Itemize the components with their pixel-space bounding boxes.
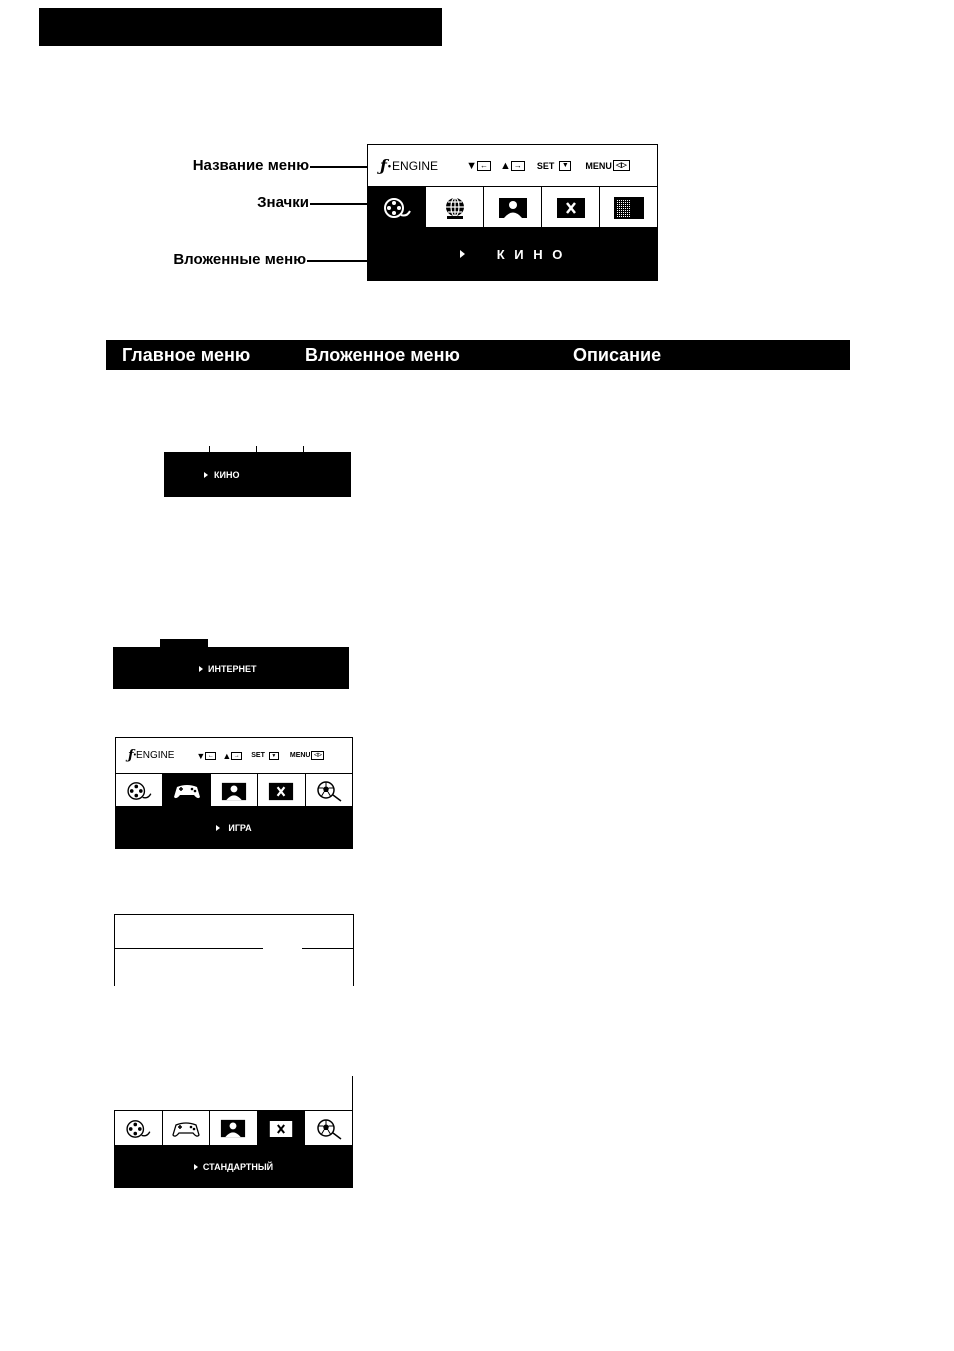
close-box-icon <box>556 197 586 219</box>
icon-cell-sport[interactable] <box>306 774 352 808</box>
osd-engine-label: ENGINE <box>392 158 439 173</box>
engine-dot-icon: • <box>387 160 392 171</box>
play-triangle-icon <box>194 1164 198 1170</box>
row-3-submenu-text: ИГРА <box>228 822 252 833</box>
osd-submenu-bar <box>115 806 353 849</box>
osd-game <box>115 737 353 849</box>
icon-cell-picture[interactable] <box>211 774 258 808</box>
osd-submenu-text: К И Н О <box>496 246 566 262</box>
osd-menu-label: MENU <box>289 752 311 759</box>
osd-set-label: SET <box>536 160 555 171</box>
picture-icon <box>221 782 247 801</box>
close-box-icon <box>269 1120 293 1138</box>
down-left-icon: ▼ ← <box>466 160 491 172</box>
soccer-ball-icon <box>315 1118 343 1140</box>
engine-dot-icon: • <box>133 752 137 759</box>
icon-cell-film[interactable] <box>368 187 426 229</box>
leader-line <box>307 260 368 262</box>
row-5-submenu-text: СТАНДАРТНЫЙ <box>202 1161 274 1172</box>
picture-icon <box>498 197 528 219</box>
icon-cell-close[interactable] <box>258 774 305 808</box>
icon-cell-film[interactable] <box>115 1111 163 1146</box>
icon-cell-picture[interactable] <box>484 187 542 229</box>
icon-cell-close[interactable] <box>542 187 600 229</box>
osd-header <box>116 738 352 773</box>
osd-set-label: SET <box>251 752 265 759</box>
col-sub-menu: Вложенное меню <box>305 345 460 365</box>
icon-cell-picture[interactable] <box>210 1111 258 1146</box>
soccer-ball-icon <box>315 780 343 802</box>
osd-icon-row <box>116 773 352 808</box>
frame-divider-right <box>302 948 354 949</box>
play-triangle-icon <box>204 472 208 478</box>
row-2-submenu-text: ИНТЕРНЕТ <box>208 664 257 674</box>
icon-cell-gamepad[interactable] <box>163 1111 211 1146</box>
icon-cell-film[interactable] <box>116 774 163 808</box>
menu-icon: ◁▷ <box>311 751 324 760</box>
row-1-submenu-text: КИНО <box>214 470 240 480</box>
play-triangle-icon <box>199 666 203 672</box>
frame-left-line <box>114 914 115 986</box>
osd-submenu-bar <box>367 227 658 281</box>
row-4-osd-frame <box>114 914 354 986</box>
up-right-icon: ▲ → <box>222 751 242 761</box>
leader-line <box>310 166 368 168</box>
picture-icon <box>220 1119 246 1138</box>
icon-cell-close[interactable] <box>258 1111 306 1146</box>
close-box-icon <box>268 782 294 801</box>
globe-icon <box>442 196 468 220</box>
menu-icon: ◁▷ <box>613 160 630 171</box>
osd-standard <box>114 1110 353 1188</box>
osd-engine-label: ENGINE <box>136 750 175 761</box>
frame-right-line <box>353 914 354 986</box>
gamepad-icon <box>173 781 201 801</box>
texture-icon <box>613 196 645 220</box>
icon-cell-texture[interactable] <box>600 187 657 229</box>
label-icons: Значки <box>257 194 309 211</box>
row-1-submenu-bar <box>164 452 351 497</box>
set-icon: ▼ <box>269 752 279 760</box>
icon-cell-globe[interactable] <box>426 187 484 229</box>
row-2-selected-tab <box>160 639 208 647</box>
play-triangle-icon <box>460 250 465 258</box>
icon-cell-gamepad[interactable] <box>163 774 210 808</box>
film-reel-icon <box>126 781 152 801</box>
film-reel-icon <box>125 1119 151 1139</box>
up-right-icon: ▲ → <box>500 160 525 172</box>
gamepad-icon <box>172 1119 200 1139</box>
play-triangle-icon <box>216 825 220 831</box>
osd-icon-row <box>368 186 657 229</box>
set-icon: ▼ <box>559 161 571 171</box>
down-left-icon: ▼ ← <box>196 751 216 761</box>
table-header <box>106 340 850 370</box>
osd-header <box>368 145 657 186</box>
osd-diagram <box>367 144 658 281</box>
film-reel-icon <box>383 197 411 219</box>
col-main-menu: Главное меню <box>122 345 251 365</box>
osd-menu-label: MENU <box>585 160 612 171</box>
osd-submenu-bar <box>114 1145 353 1188</box>
leader-line <box>310 203 368 205</box>
row-5-header-edge <box>352 1076 353 1110</box>
osd-icon-row <box>115 1111 352 1146</box>
f-logo-icon: ƒ <box>380 156 387 175</box>
frame-divider-left <box>114 948 263 949</box>
col-description: Описание <box>573 345 662 365</box>
icon-cell-sport[interactable] <box>305 1111 352 1146</box>
row-2-submenu-bar <box>113 647 349 689</box>
f-logo-icon: ƒ <box>128 748 134 763</box>
label-menu-name: Название меню <box>192 157 309 174</box>
frame-top-line <box>114 914 354 915</box>
label-submenus: Вложенные меню <box>173 251 306 268</box>
section-title-bar <box>39 8 442 46</box>
